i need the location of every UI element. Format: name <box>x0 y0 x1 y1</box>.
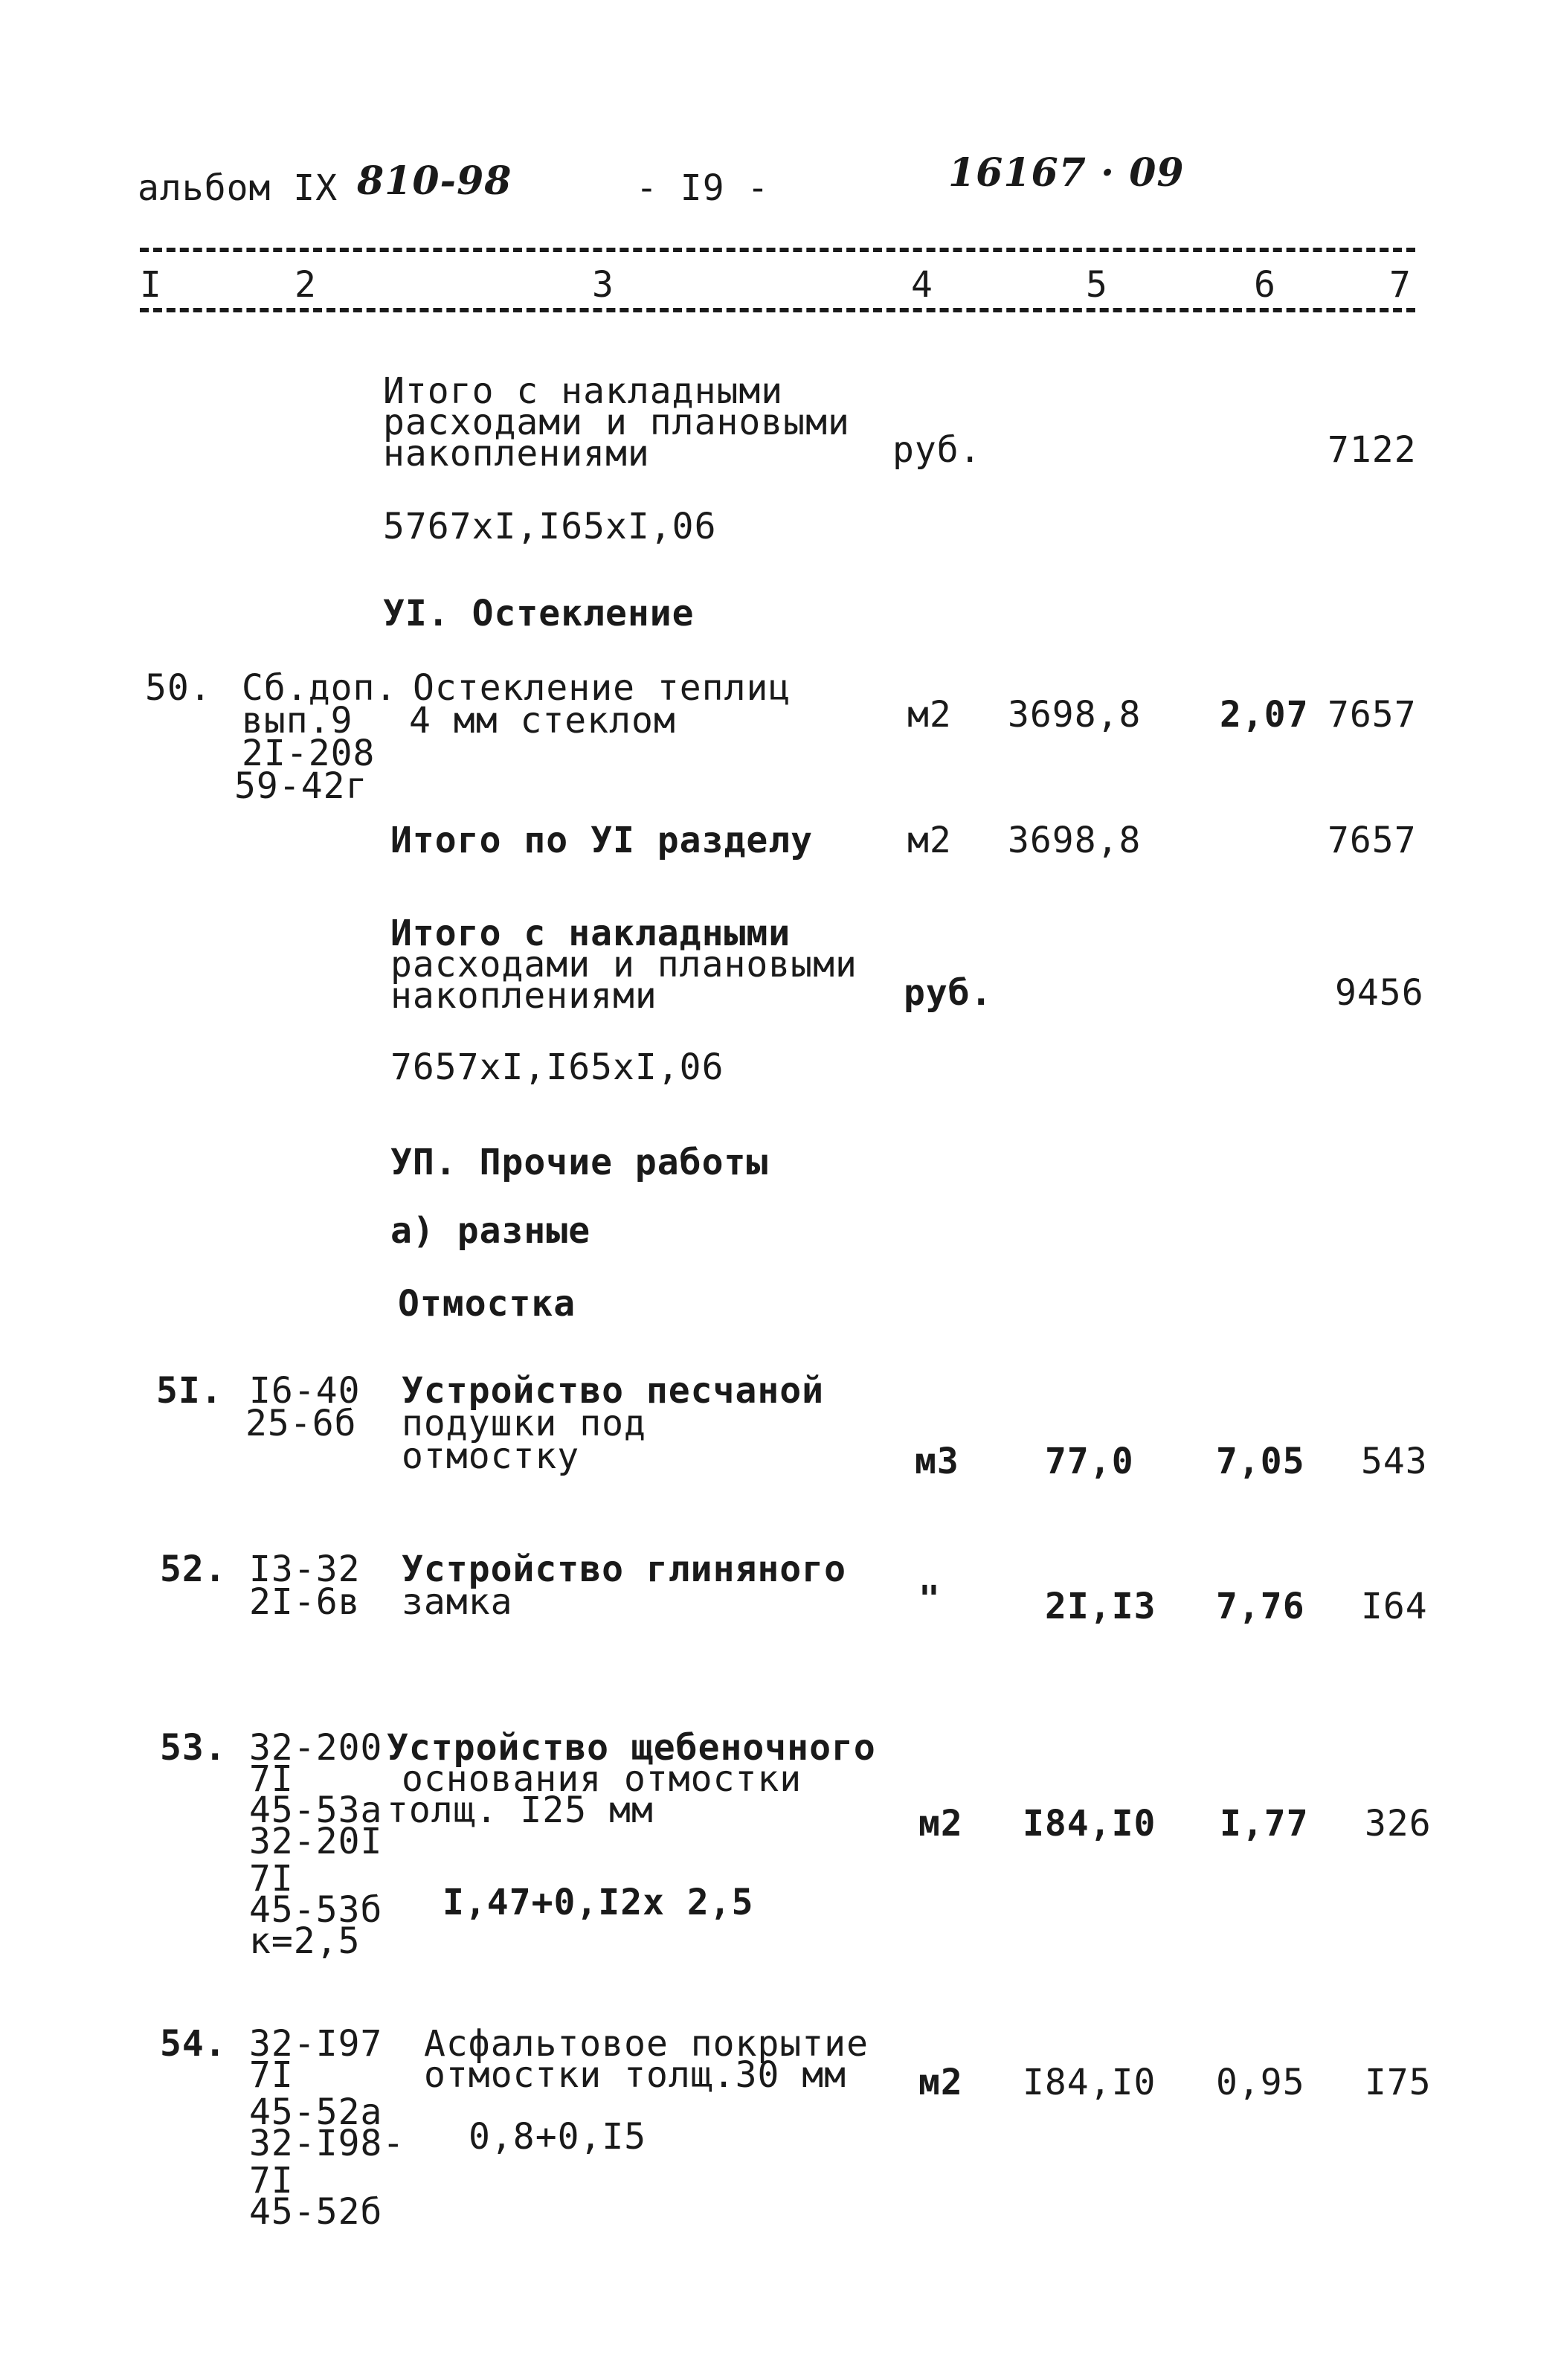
total-cell: 7657 <box>1328 820 1417 861</box>
norm-code-line: 45-53а <box>249 1789 383 1831</box>
description-line: Асфальтовое покрытие <box>424 2023 869 2065</box>
norm-code-line: 32-I98- <box>249 2123 405 2164</box>
norm-code-line: 32-200 <box>249 1727 383 1769</box>
total-cell: 326 <box>1365 1803 1432 1844</box>
quantity-cell: 77,0 <box>1045 1441 1134 1482</box>
total-cell: 7122 <box>1328 429 1417 471</box>
formula: 5767xI,I65xI,06 <box>383 506 717 547</box>
column-header-4: 4 <box>911 264 933 306</box>
section-heading-blind-area: Отмостка <box>398 1283 576 1325</box>
page-number: - I9 - <box>636 167 770 209</box>
header-rule-bottom <box>140 308 1415 312</box>
total-cell: 543 <box>1361 1441 1428 1482</box>
description-line: основания отмостки <box>402 1758 802 1800</box>
column-header-5: 5 <box>1086 264 1108 306</box>
unit-cell: руб. <box>892 429 982 471</box>
formula: I,47+0,I2х 2,5 <box>443 1882 754 1923</box>
norm-code-line: I3-32 <box>249 1548 361 1590</box>
norm-code-line: 7I <box>249 2160 294 2202</box>
unit-cell: м3 <box>915 1441 959 1482</box>
total-cell: 7657 <box>1328 694 1417 736</box>
column-header-7: 7 <box>1389 264 1412 306</box>
section-heading-other-works: УП. Прочие работы <box>390 1142 769 1183</box>
total-label-line: Итого с накладными <box>383 370 784 412</box>
norm-code-line: 45-52а <box>249 2091 383 2133</box>
quantity-cell: I84,I0 <box>1023 2062 1156 2103</box>
norm-code-line: 32-20I <box>249 1821 383 1862</box>
quantity-cell: I84,I0 <box>1023 1803 1156 1844</box>
total-cell: I64 <box>1361 1586 1428 1627</box>
unit-cell: м2 <box>918 2062 963 2103</box>
norm-code-line: I6-40 <box>249 1370 361 1412</box>
quantity-cell: 3698,8 <box>1008 694 1142 736</box>
description-line: подушки под <box>402 1403 646 1444</box>
description-line: толщ. I25 мм <box>387 1789 654 1831</box>
item-number: 5I. <box>156 1370 223 1412</box>
norm-code-line: 25-6б <box>245 1403 357 1444</box>
item-number: 54. <box>160 2023 227 2065</box>
item-number: 52. <box>160 1548 227 1590</box>
price-cell: 0,95 <box>1216 2062 1305 2103</box>
description-line: Устройство песчаной <box>402 1370 825 1412</box>
norm-code-line: 45-52б <box>249 2191 383 2233</box>
unit-cell: " <box>918 1578 941 1620</box>
total-label-line: накоплениями <box>390 975 657 1017</box>
norm-code-line: 2I-208 <box>242 733 376 774</box>
unit-cell: м2 <box>918 1803 963 1844</box>
total-label-line: Итого с накладными <box>390 913 791 954</box>
price-cell: 7,76 <box>1216 1586 1305 1627</box>
norm-code-line: Сб.доп. <box>242 667 398 709</box>
total-cell: I75 <box>1365 2062 1432 2103</box>
norm-code-line: 2I-6в <box>249 1581 361 1623</box>
norm-code-line: 59-42г <box>234 765 368 807</box>
description-line: Остекление теплиц <box>413 667 791 709</box>
norm-code-line: к=2,5 <box>249 1920 361 1962</box>
unit-cell: м2 <box>907 820 952 861</box>
description-line: Устройство глиняного <box>402 1548 846 1590</box>
column-header-6: 6 <box>1254 264 1276 306</box>
column-header-3: 3 <box>592 264 614 306</box>
norm-code-line: 7I <box>249 1858 294 1900</box>
total-cell: 9456 <box>1335 972 1424 1014</box>
item-number: 50. <box>145 667 212 709</box>
subtotal-label: Итого по УI разделу <box>390 820 814 861</box>
album-label: альбом IX <box>138 167 338 209</box>
section-heading-misc: а) разные <box>390 1210 591 1252</box>
description-line: отмостки толщ.30 мм <box>424 2054 847 2096</box>
column-header-1: I <box>140 264 162 306</box>
description-line: Устройство щебеночного <box>387 1727 876 1769</box>
description-line: замка <box>402 1581 513 1623</box>
norm-code-line: вып.9 <box>242 700 353 742</box>
description-line: отмостку <box>402 1435 580 1477</box>
unit-cell: м2 <box>907 694 952 736</box>
document-handwritten-number: 16167 · 09 <box>948 150 1185 196</box>
norm-code-line: 7I <box>249 1758 294 1800</box>
formula: 0,8+0,I5 <box>469 2116 647 2158</box>
formula: 7657xI,I65xI,06 <box>390 1046 724 1088</box>
quantity-cell: 2I,I3 <box>1045 1586 1156 1627</box>
price-cell: 2,07 <box>1220 694 1309 736</box>
unit-cell: руб. <box>904 972 993 1014</box>
total-label-line: расходами и плановыми <box>390 944 857 985</box>
norm-code-line: 32-I97 <box>249 2023 383 2065</box>
header-rule-top <box>140 248 1415 252</box>
quantity-cell: 3698,8 <box>1008 820 1142 861</box>
total-label-line: накоплениями <box>383 433 650 475</box>
norm-code-line: 45-53б <box>249 1889 383 1931</box>
price-cell: 7,05 <box>1216 1441 1305 1482</box>
album-handwritten-number: 810-98 <box>357 158 512 204</box>
section-heading-glazing: УI. Остекление <box>383 593 695 634</box>
item-number: 53. <box>160 1727 227 1769</box>
norm-code-line: 7I <box>249 2054 294 2096</box>
column-header-2: 2 <box>295 264 317 306</box>
price-cell: I,77 <box>1220 1803 1309 1844</box>
description-line: 4 мм стеклом <box>409 700 676 742</box>
total-label-line: расходами и плановыми <box>383 402 850 443</box>
